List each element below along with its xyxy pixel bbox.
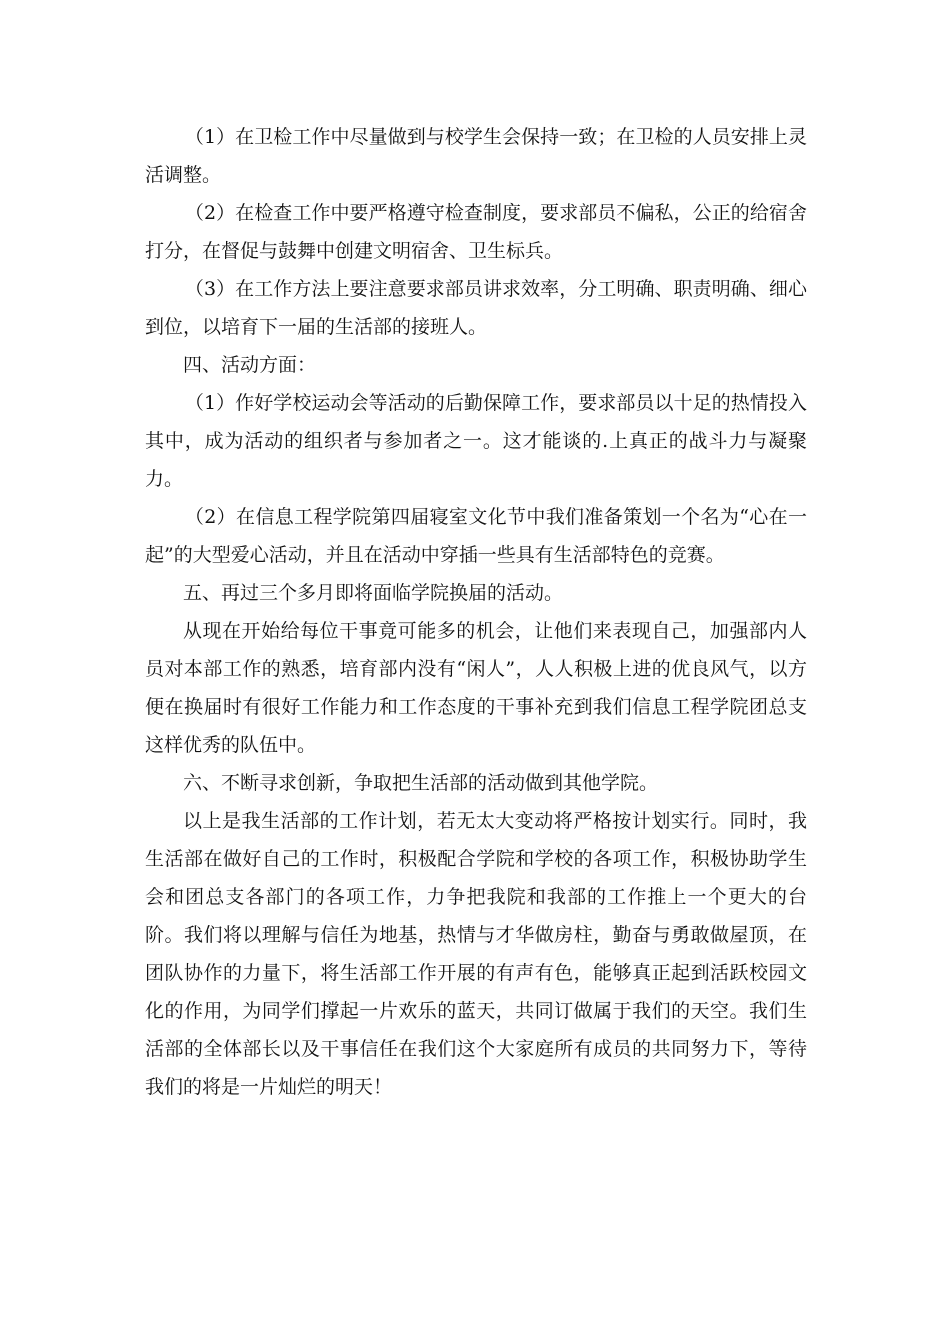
paragraph-sports-logistics: （1）作好学校运动会等活动的后勤保障工作，要求部员以十足的热情投入其中，成为活动的组织者与参加者之一。这才能谈的.上真正的战斗力与凝聚力。 <box>145 392 807 490</box>
paragraph-work-method: （3）在工作方法上要注意要求部员讲求效率，分工明确、职责明确、细心到位，以培育下一届的生活部的接班人。 <box>145 278 807 338</box>
paragraph-cadre-training: 从现在开始给每位干事竟可能多的机会，让他们来表现自己，加强部内人员对本部工作的熟悉，培育部内没有“闲人”，人人积极上进的优良风气，以方便在换届时有很好工作能力和工作态度的干事补充到我们信息工程学院团总支这样优秀的队伍中。 <box>145 620 807 756</box>
section-heading-innovation: 六、不断寻求创新，争取把生活部的活动做到其他学院。 <box>183 772 659 794</box>
section-heading-transition: 五、再过三个多月即将面临学院换届的活动。 <box>183 582 564 604</box>
paragraph-sanitation-coordination: （1）在卫检工作中尽量做到与校学生会保持一致；在卫检的人员安排上灵活调整。 <box>145 126 807 186</box>
paragraph-inspection-rules: （2）在检查工作中要严格遵守检查制度，要求部员不偏私，公正的给宿舍打分，在督促与鼓舞中创建文明宿舍、卫生标兵。 <box>145 202 807 262</box>
document-body <box>145 118 807 1106</box>
paragraph-conclusion: 以上是我生活部的工作计划，若无太大变动将严格按计划实行。同时，我生活部在做好自己的工作时，积极配合学院和学校的各项工作，积极协助学生会和团总支各部门的各项工作，力争把我院和我部的工作推上一个更大的台阶。我们将以理解与信任为地基，热情与才华做房柱，勤奋与勇敢做屋顶，在团队协作的力量下，将生活部工作开展的有声有色，能够真正起到活跃校园文化的作用，为同学们撑起一片欢乐的蓝天，共同订做属于我们的天空。我们生活部的全体部长以及干事信任在我们这个大家庭所有成员的共同努力下，等待我们的将是一片灿烂的明天！ <box>145 810 807 1098</box>
paragraph-dorm-culture-festival: （2）在信息工程学院第四届寝室文化节中我们准备策划一个名为“心在一起”的大型爱心活动，并且在活动中穿插一些具有生活部特色的竞赛。 <box>145 506 807 566</box>
section-heading-activities: 四、活动方面： <box>183 354 317 376</box>
